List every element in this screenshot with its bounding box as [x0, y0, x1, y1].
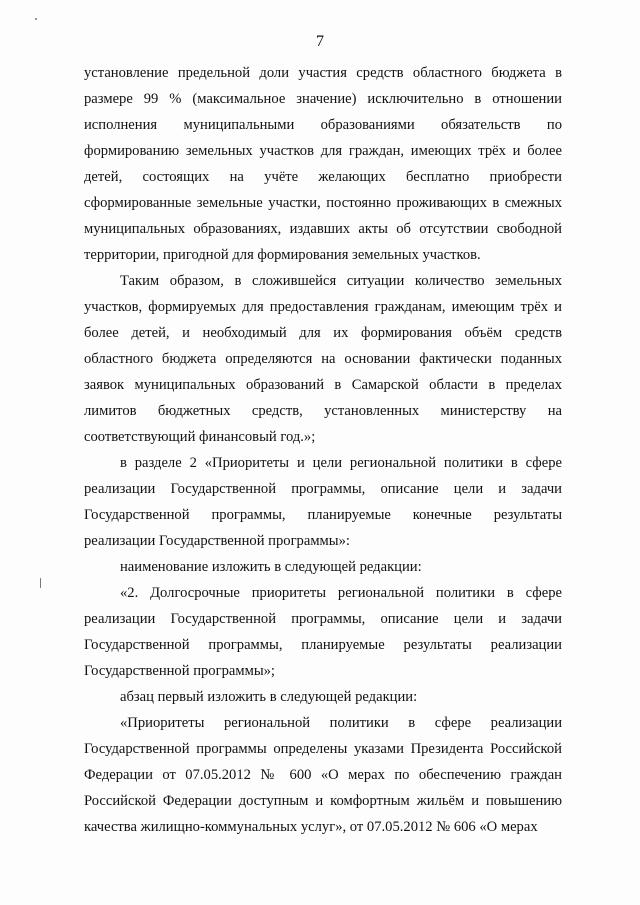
scan-speck: [40, 578, 41, 588]
paragraph-5: «2. Долгосрочные приоритеты региональной политики в сфере реализации Государственной программы, описание цели и задачи Государственной программы, планируемые результаты реализации Государственной программы»;: [84, 585, 562, 679]
paragraph-4: наименование изложить в следующей редакции:: [120, 559, 422, 575]
paragraph-3: в разделе 2 «Приоритеты и цели региональной политики в сфере реализации Государственной программы, описание цели и задачи Государственной программы, планируемые конечные результаты реализации Государственной программы»:: [84, 455, 562, 549]
paragraph-7: «Приоритеты региональной политики в сфере реализации Государственной программы определены указами Президента Российской Федерации от 07.05.2012 № 600 «О мерах по обеспечению граждан Российской Федерации доступным и комфортным жильём и повышению качества жилищно-коммунальных услуг», от 07.05.2012 № 606 «О мерах: [84, 715, 562, 835]
paragraph-1: установление предельной доли участия средств областного бюджета в размере 99 % (максимальное значение) исключительно в отношении исполнения муниципальными образованиями обязательств по формированию земельных участков для граждан, имеющих трёх и более детей, состоящих на учёте желающих бесплатно приобрести сформированные земельные участки, постоянно проживающих в смежных муниципальных образованиях, издавших акты об отсутствии свободной территории, пригодной для формирования земельных участков.: [84, 65, 562, 263]
document-body: [84, 60, 562, 840]
paragraph-2: Таким образом, в сложившейся ситуации количество земельных участков, формируемых для предоставления гражданам, имеющим трёх и более детей, и необходимый для их формирования объём средств областного бюджета определяются на основании фактически поданных заявок муниципальных образований в Самарской области в пределах лимитов бюджетных средств, установленных министерству на соответствующий финансовый год.»;: [84, 273, 562, 445]
scan-speck: [35, 18, 37, 20]
page-number: 7: [316, 33, 324, 50]
paragraph-6: абзац первый изложить в следующей редакции:: [120, 689, 418, 705]
